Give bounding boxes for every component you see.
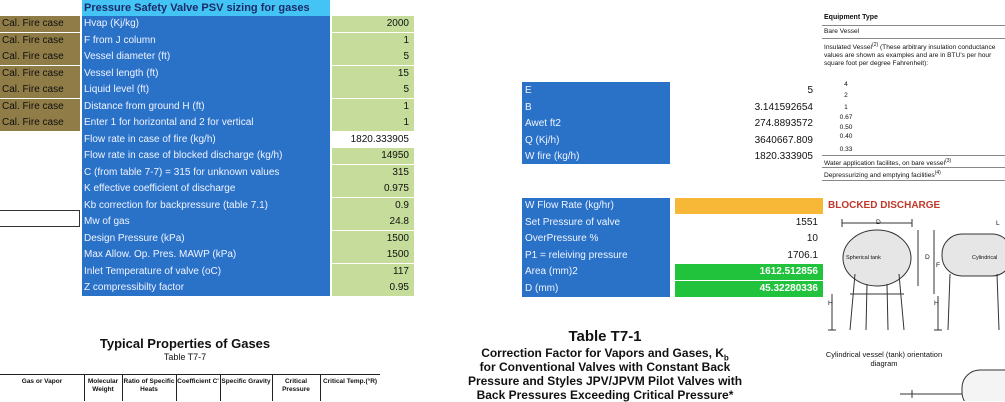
- gas-column-divider: [272, 374, 273, 401]
- fire-calc-label: Awet ft2: [525, 118, 561, 129]
- f-value: 0.40: [839, 133, 853, 140]
- gas-column-header: Molecular Weight: [87, 378, 119, 393]
- row-label: Flow rate in case of fire (kg/h): [84, 133, 216, 145]
- row-value: 1: [332, 115, 414, 131]
- water-sup: (3): [945, 158, 952, 164]
- fire-calc-value: 5: [807, 85, 813, 96]
- row-label: Max Allow. Op. Pres. MAWP (kPa): [84, 249, 237, 260]
- t71-line1-sub: b: [723, 353, 729, 363]
- f-value: 4: [844, 81, 848, 88]
- gridline: [0, 226, 80, 227]
- row-value: 5: [332, 82, 414, 98]
- equipment-divider: [822, 167, 1005, 168]
- gas-column-divider: [122, 374, 123, 401]
- fire-case-tag: Cal. Fire case: [0, 66, 80, 82]
- gases-table-border-top: [0, 374, 380, 375]
- blocked-calc-label: P1 = releiving pressure: [525, 249, 628, 261]
- t71-title: Table T7-1: [568, 328, 642, 345]
- row-label: Vessel diameter (ft): [84, 51, 171, 62]
- f-value: 0.67: [839, 114, 853, 121]
- gas-column-divider: [320, 374, 321, 401]
- row-value: 0.975: [332, 181, 414, 197]
- gases-table-subtitle: Table T7-7: [163, 352, 207, 362]
- equipment-divider: [822, 155, 1005, 156]
- gases-table-title: Typical Properties of Gases: [99, 336, 271, 351]
- row-value: 24.8: [332, 214, 414, 230]
- gas-column-header: Critical Temp.(°R): [322, 378, 378, 385]
- insulated-sup: (2): [872, 42, 879, 48]
- depress-prefix: Depressurizing and emptying facilities: [824, 172, 935, 180]
- t71-line4: Back Pressures Exceeding Critical Pressure*: [476, 388, 734, 402]
- diagram-h-label: H: [828, 300, 833, 307]
- t71-line3: Pressure and Styles JPV/JPVM Pilot Valves with: [467, 374, 743, 388]
- gas-column-header: Ratio of Specific Heats: [123, 378, 175, 393]
- fire-calc-label: E: [525, 85, 532, 96]
- cylindrical-label: Cylindrical: [972, 255, 998, 261]
- fire-calc-value: 3.141592654: [754, 101, 813, 113]
- fire-calc-value: 3640667.809: [754, 134, 813, 146]
- blocked-calc-value: 45.32280336: [675, 281, 823, 297]
- equipment-header: Equipment Type: [824, 14, 878, 21]
- bare-vessel-label: Bare Vessel: [824, 28, 860, 35]
- gas-column-divider: [176, 374, 177, 401]
- equipment-divider: [822, 38, 1005, 39]
- fire-calc-label: B: [525, 101, 532, 113]
- table-title-text: Pressure Safety Valve PSV sizing for gases: [84, 2, 310, 14]
- fire-case-tag: Cal. Fire case: [0, 99, 80, 115]
- diagram-d-label: D: [876, 219, 881, 226]
- row-label: Mw of gas: [84, 216, 130, 227]
- row-label: Vessel length (ft): [84, 67, 159, 79]
- fire-case-tag: Cal. Fire case: [0, 115, 80, 131]
- blocked-calc-value: 1706.1: [787, 249, 818, 261]
- f-value: 1: [844, 104, 848, 111]
- row-value: 2000: [332, 16, 414, 32]
- blocked-discharge-bar: [675, 198, 823, 214]
- row-label: F from J column: [84, 34, 156, 46]
- fire-case-tag: Cal. Fire case: [0, 49, 80, 65]
- row-value: 117: [332, 264, 414, 280]
- gas-column-header: Gas or Vapor: [21, 378, 63, 385]
- gas-column-header: Critical Pressure: [282, 378, 310, 393]
- fire-calc-value: 274.8893572: [754, 118, 813, 129]
- row-label: K effective coefficient of discharge: [84, 183, 236, 194]
- row-value: 0.9: [332, 198, 414, 214]
- gridline: [79, 210, 80, 226]
- row-label: C (from table 7-7) = 315 for unknown values: [84, 166, 280, 178]
- row-value: 15: [332, 66, 414, 82]
- row-label: Flow rate in case of blocked discharge (kg/h): [84, 150, 283, 161]
- row-label: Design Pressure (kPa): [84, 232, 185, 244]
- blocked-calc-label: OverPressure %: [525, 233, 599, 244]
- f-value: 2: [844, 92, 848, 99]
- blocked-calc-value: 1551: [795, 216, 818, 228]
- fire-case-tag: Cal. Fire case: [0, 33, 80, 49]
- blocked-discharge-label: BLOCKED DISCHARGE: [828, 200, 941, 211]
- gridline: [0, 210, 80, 211]
- fire-calc-label: W fire (kg/h): [525, 151, 580, 162]
- row-value: 0.95: [332, 280, 414, 296]
- row-label: Liquid level (ft): [84, 84, 150, 95]
- row-value: 1500: [332, 231, 414, 247]
- blocked-calc-label: Set Pressure of valve: [525, 216, 621, 228]
- water-prefix: Water application facilites, on bare vessel: [824, 160, 946, 168]
- diagram-d-label-2: D: [925, 254, 930, 261]
- equipment-divider: [822, 180, 1005, 181]
- insulated-text: (These arbitrary insulation conductance values are shown as examples and are in BTU's per hour square foot per degree Fahrenheit):: [824, 44, 996, 68]
- row-value: 1: [332, 33, 414, 49]
- diagram-l-label: L: [996, 220, 1000, 227]
- row-label: Kb correction for backpressure (table 7.1): [84, 199, 268, 211]
- row-label: Inlet Temperature of valve (oC): [84, 265, 222, 277]
- diagram-caption: Cylindrical vessel (tank) orientation diagram: [825, 350, 943, 368]
- f-value: 0.33: [839, 146, 853, 153]
- insulated-prefix: Insulated Vessel: [824, 44, 873, 52]
- blocked-calc-label: Area (mm)2: [525, 266, 578, 277]
- row-value: 315: [332, 165, 414, 181]
- fire-calc-value: 1820.333905: [754, 151, 813, 162]
- t71-line2: for Conventional Valves with Constant Back: [479, 360, 731, 374]
- blocked-calc-value: 10: [806, 233, 818, 244]
- blocked-calc-label: D (mm): [525, 282, 559, 294]
- row-value: 1820.333905: [350, 133, 409, 145]
- gas-column-divider: [220, 374, 221, 401]
- depress-sup: (4): [934, 170, 941, 176]
- fire-case-tag: Cal. Fire case: [0, 82, 80, 98]
- fire-case-tag: Cal. Fire case: [0, 16, 80, 32]
- diagram-h-label-2: H: [934, 300, 939, 307]
- blocked-calc-value: 1612.512856: [675, 264, 823, 280]
- gas-column-header: Specific Gravity: [221, 378, 271, 385]
- depressurizing-label: [824, 169, 941, 180]
- spherical-tank-label: Spherical tank: [846, 255, 881, 261]
- row-value: 1: [332, 99, 414, 115]
- row-value: 5: [332, 49, 414, 65]
- blocked-calc-label: W Flow Rate (kg/hr): [525, 200, 614, 211]
- equipment-divider: [822, 25, 1005, 26]
- insulated-vessel-label: [824, 41, 1004, 68]
- gas-column-divider: [84, 374, 85, 401]
- gas-column-header: Coefficient C': [177, 378, 219, 385]
- row-label: Enter 1 for horizontal and 2 for vertical: [84, 117, 254, 128]
- fire-calc-label: Q (Kj/h): [525, 134, 560, 146]
- row-value: 1500: [332, 247, 414, 263]
- t71-line1-text: Correction Factor for Vapors and Gases, K: [481, 346, 724, 360]
- f-value: 0.50: [839, 124, 853, 131]
- row-label: Distance from ground H (ft): [84, 100, 205, 112]
- vessel-orientation-diagram: [822, 214, 1005, 401]
- row-label: Hvap (Kj/kg): [84, 18, 140, 29]
- row-label: Z compressibilty factor: [84, 282, 185, 293]
- diagram-f-label: F: [936, 262, 941, 269]
- row-value: 14950: [332, 148, 414, 164]
